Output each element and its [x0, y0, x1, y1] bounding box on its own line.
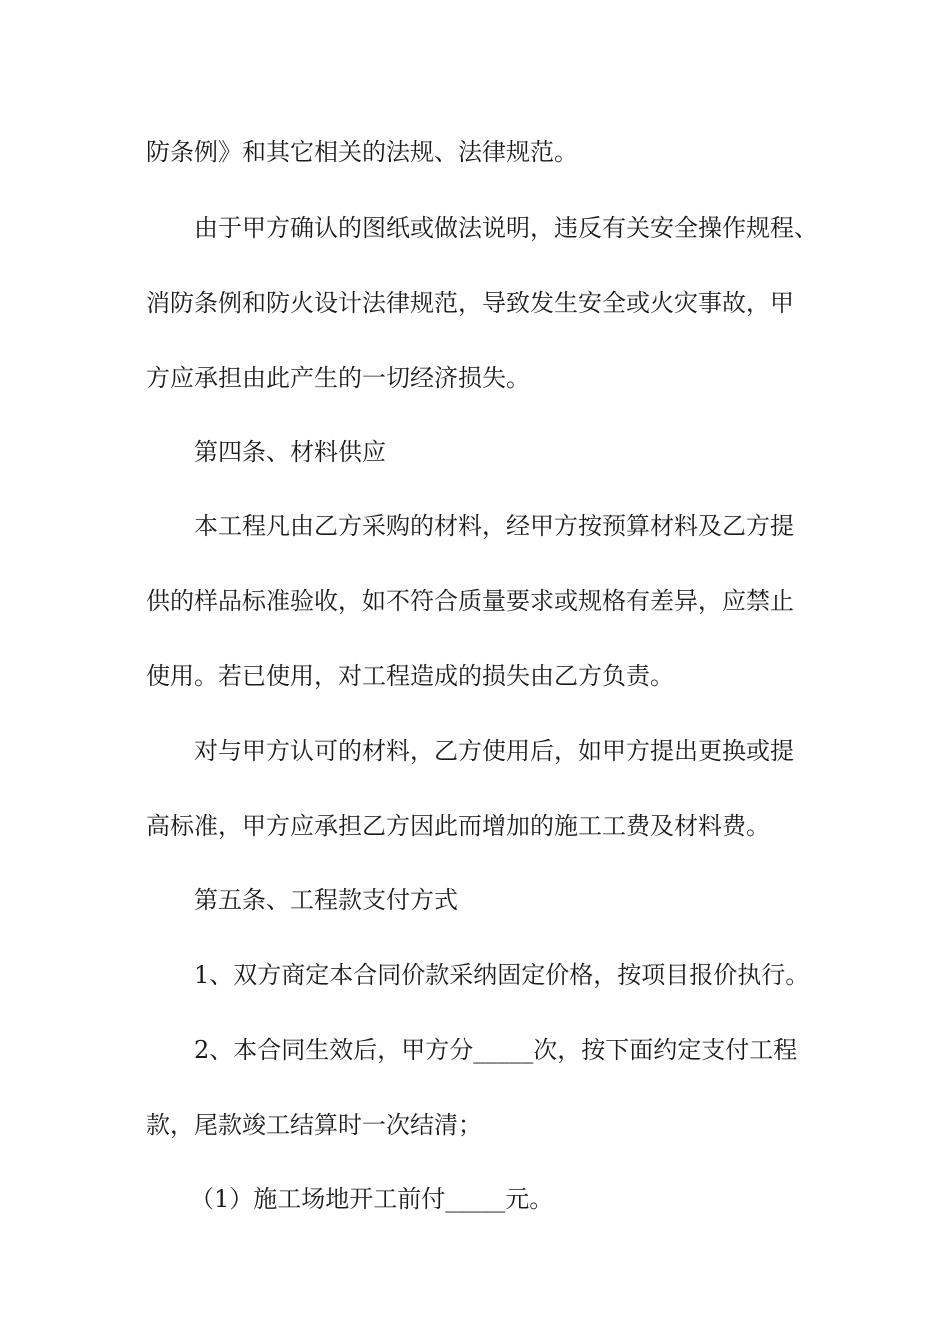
- paragraph-line: 本工程凡由乙方采购的材料，经甲方按预算材料及乙方提: [194, 512, 794, 540]
- paragraph-line: 使用。若已使用，对工程造成的损失由乙方负责。: [146, 662, 674, 690]
- paragraph-line: 防条例》和其它相关的法规、法律规范。: [146, 138, 578, 166]
- section-heading: 第五条、工程款支付方式: [194, 886, 458, 914]
- paragraph-line: （1）施工场地开工前付_____元。: [190, 1185, 554, 1213]
- paragraph-line: 供的样品标准验收，如不符合质量要求或规格有差异，应禁止: [146, 587, 794, 615]
- paragraph-line: 1、双方商定本合同价款采纳固定价格，按项目报价执行。: [194, 961, 810, 989]
- paragraph-line: 高标准，甲方应承担乙方因此而增加的施工工费及材料费。: [146, 812, 770, 840]
- paragraph-line: 对与甲方认可的材料，乙方使用后，如甲方提出更换或提: [194, 737, 794, 765]
- paragraph-line: 方应承担由此产生的一切经济损失。: [146, 364, 530, 392]
- paragraph-line: 消防条例和防火设计法律规范，导致发生安全或火灾事故，甲: [146, 289, 794, 317]
- paragraph-line: 2、本合同生效后，甲方分_____次，按下面约定支付工程: [194, 1036, 798, 1064]
- section-heading: 第四条、材料供应: [194, 438, 386, 466]
- paragraph-line: 由于甲方确认的图纸或做法说明，违反有关安全操作规程、: [194, 214, 818, 242]
- paragraph-line: 款，尾款竣工结算时一次结清；: [146, 1111, 482, 1139]
